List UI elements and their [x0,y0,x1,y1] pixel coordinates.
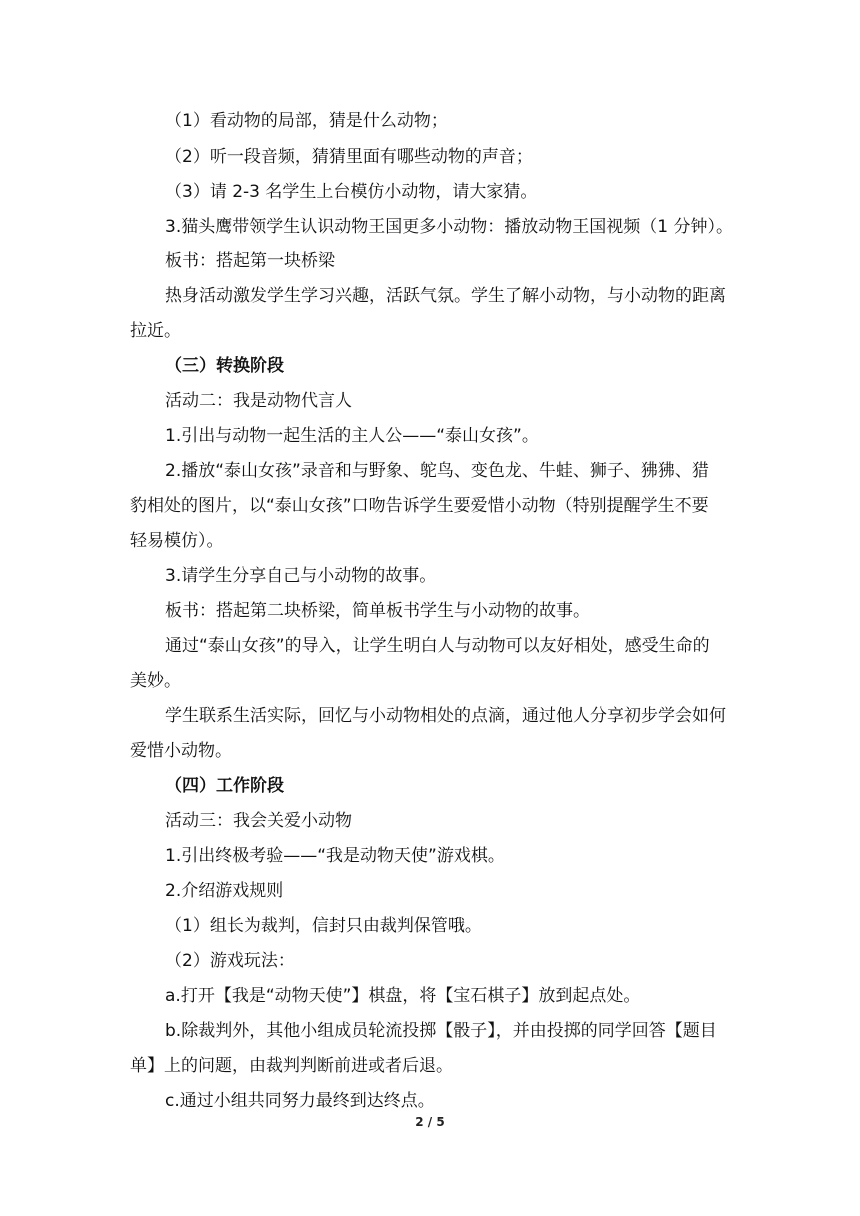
text-line: （2）听一段音频，猜猜里面有哪些动物的声音； [165,147,533,167]
text-line: 板书：搭起第二块桥梁，简单板书学生与小动物的故事。 [165,601,590,621]
section-heading: （三）转换阶段 [165,356,284,376]
text-line: 爱惜小动物。 [130,741,232,761]
text-line: 豹相处的图片，以“泰山女孩”口吻告诉学生要爱惜小动物（特别提醒学生不要 [130,496,709,516]
text-line: 2.介绍游戏规则 [165,881,284,901]
text-line: 活动二：我是动物代言人 [165,391,352,411]
text-line: 美妙。 [130,671,181,691]
text-line: 通过“泰山女孩”的导入，让学生明白人与动物可以友好相处，感受生命的 [165,636,710,656]
text-line: （1）看动物的局部，猜是什么动物； [165,111,448,131]
section-heading: （四）工作阶段 [165,776,284,796]
text-line: 2.播放“泰山女孩”录音和与野象、鸵鸟、变色龙、牛蛙、狮子、狒狒、猎 [165,461,709,481]
text-line: 1.引出终极考验——“我是动物天使”游戏棋。 [165,846,505,866]
text-line: 3.猫头鹰带领学生认识动物王国更多小动物：播放动物王国视频（1 分钟）。 [165,217,733,237]
text-line: b.除裁判外，其他小组成员轮流投掷【骰子】，并由投掷的同学回答【题目 [165,1021,717,1041]
text-line: 3.请学生分享自己与小动物的故事。 [165,566,437,586]
text-line: 1.引出与动物一起生活的主人公——“泰山女孩”。 [165,426,539,446]
text-line: （3）请 2-3 名学生上台模仿小动物，请大家猜。 [165,182,538,202]
text-line: a.打开【我是“动物天使”】棋盘，将【宝石棋子】放到起点处。 [165,986,641,1006]
text-line: 轻易模仿）。 [130,531,224,551]
text-line: c.通过小组共同努力最终到达终点。 [165,1091,435,1111]
text-line: （1）组长为裁判，信封只由裁判保管哦。 [165,916,482,936]
text-line: 拉近。 [130,321,181,341]
text-line: 单】上的问题，由裁判判断前进或者后退。 [130,1056,453,1076]
page-number: 2 / 5 [415,1115,445,1129]
text-line: 学生联系生活实际，回忆与小动物相处的点滴，通过他人分享初步学会如何 [165,706,726,726]
text-line: 热身活动激发学生学习兴趣，活跃气氛。学生了解小动物，与小动物的距离 [165,286,726,306]
text-line: （2）游戏玩法： [165,951,295,971]
text-line: 活动三：我会关爱小动物 [165,811,352,831]
text-line: 板书：搭起第一块桥梁 [165,251,335,271]
